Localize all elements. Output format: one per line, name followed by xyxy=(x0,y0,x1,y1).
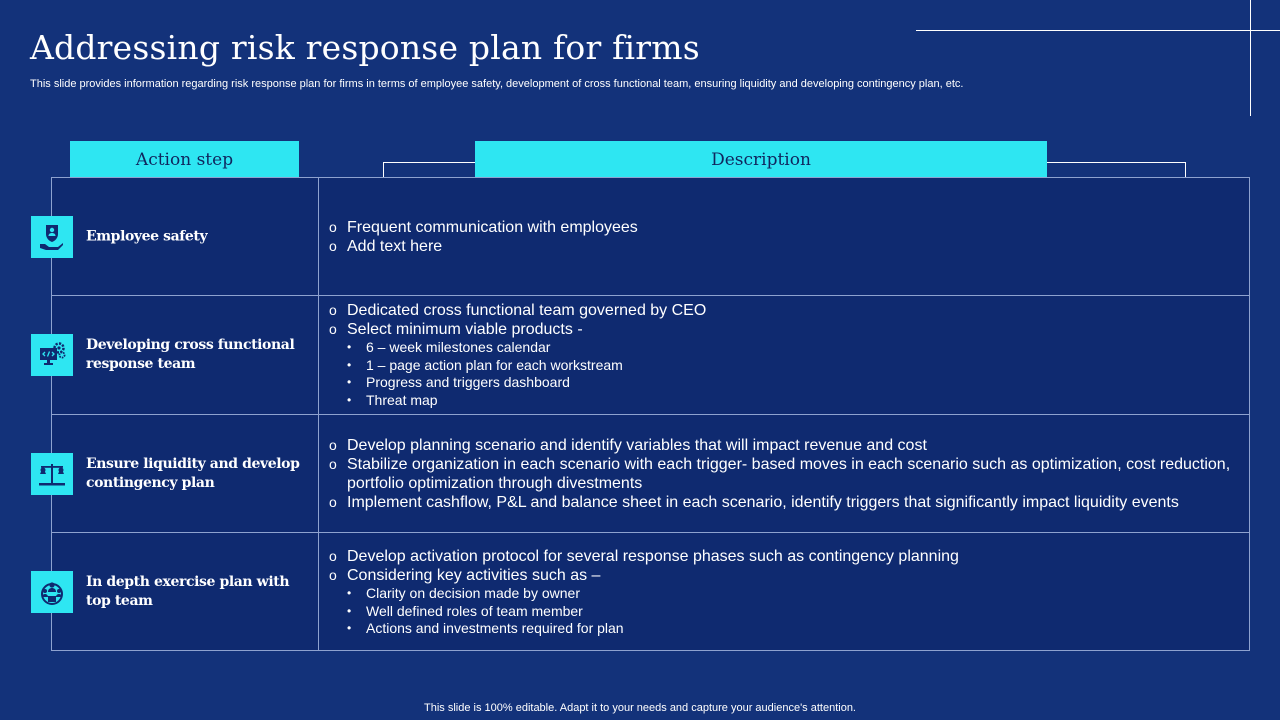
list-item: o Implement cashflow, P&L and balance sheet in each scenario, identify triggers that significantly impact liquidity events xyxy=(329,493,1235,512)
list-item: o Develop activation protocol for several response phases such as contingency planning xyxy=(329,547,1235,566)
employee-safety-icon xyxy=(31,216,73,258)
list-item: o Develop planning scenario and identify variables that will impact revenue and cost xyxy=(329,436,1235,455)
decorative-vertical-line xyxy=(1250,0,1251,116)
sub-list-item: • 1 – page action plan for each workstream xyxy=(329,357,1235,375)
column-divider xyxy=(318,415,319,532)
sub-list-item: • Threat map xyxy=(329,392,1235,410)
step-label: Ensure liquidity and develop contingency plan xyxy=(86,455,300,491)
step-label: Employee safety xyxy=(86,228,208,244)
step-description xyxy=(329,301,1235,409)
sub-list-item: • 6 – week milestones calendar xyxy=(329,339,1235,357)
step-label: Developing cross functional response team xyxy=(86,337,295,372)
sub-list-item: • Clarity on decision made by owner xyxy=(329,585,1235,603)
slide-title: Addressing risk response plan for firms xyxy=(30,28,700,67)
action-step-header: Action step xyxy=(70,141,299,178)
table-row xyxy=(52,178,1249,296)
team-exercise-icon xyxy=(31,571,73,613)
list-item: o Dedicated cross functional team governed by CEO xyxy=(329,301,1235,320)
sub-list-item: • Actions and investments required for plan xyxy=(329,620,1235,638)
step-description xyxy=(329,436,1235,512)
risk-response-table xyxy=(51,177,1250,651)
step-description xyxy=(329,547,1235,638)
table-row xyxy=(52,415,1249,533)
cross-functional-team-icon xyxy=(31,334,73,376)
footer-note: This slide is 100% editable. Adapt it to your needs and capture your audience's attention. xyxy=(424,702,856,714)
column-divider xyxy=(318,178,319,295)
column-divider xyxy=(318,533,319,651)
list-item: o Add text here xyxy=(329,237,1235,256)
sub-list-item: • Progress and triggers dashboard xyxy=(329,374,1235,392)
list-item: o Stabilize organization in each scenario with each trigger- based moves in each scenario such as optimization, cost reduction, portfolio optimization through divestments xyxy=(329,455,1235,493)
description-header: Description xyxy=(475,141,1047,178)
liquidity-scale-icon xyxy=(31,453,73,495)
list-item: o Select minimum viable products - xyxy=(329,320,1235,339)
column-divider xyxy=(318,296,319,414)
sub-list-item: • Well defined roles of team member xyxy=(329,602,1235,620)
table-row xyxy=(52,533,1249,651)
table-row xyxy=(52,296,1249,415)
decorative-horizontal-line xyxy=(916,30,1280,31)
list-item: o Frequent communication with employees xyxy=(329,218,1235,237)
step-description xyxy=(329,218,1235,256)
step-label: In depth exercise plan with top team xyxy=(86,574,290,609)
list-item: o Considering key activities such as – xyxy=(329,566,1235,585)
slide-subtitle: This slide provides information regarding risk response plan for firms in terms of employee safety, development of cross functional team, ensuring liquidity and developing contingency plan, etc. xyxy=(30,78,964,90)
